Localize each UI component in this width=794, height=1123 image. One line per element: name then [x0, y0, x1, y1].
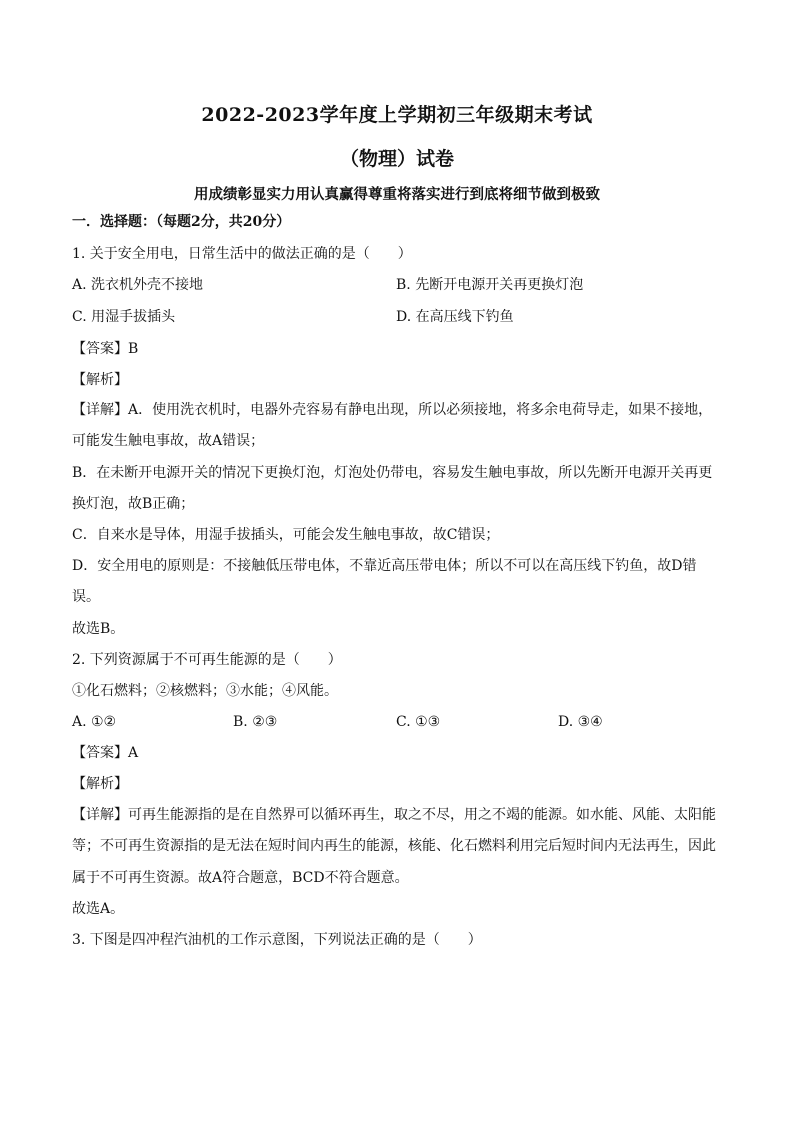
- question-3-stem: 3. 下图是四冲程汽油机的工作示意图，下列说法正确的是（ ）: [72, 932, 482, 948]
- question-2-analysis-label: 【解析】: [72, 776, 128, 792]
- question-1-detail-line: 可能发生触电事故，故A错误；: [72, 433, 265, 449]
- question-1-option-b: B. 先断开电源开关再更换灯泡: [396, 277, 584, 293]
- question-2-option-d: D. ③④: [558, 714, 603, 730]
- question-1-answer: 【答案】B: [72, 341, 139, 357]
- question-1-detail-line: B．在未断开电源开关的情况下更换灯泡，灯泡处仍带电，容易发生触电事故，所以先断开电源开关再更: [72, 465, 713, 481]
- question-1-detail-line: D．安全用电的原则是：不接触低压带电体，不靠近高压带电体；所以不可以在高压线下钓鱼，故D错: [72, 558, 697, 574]
- question-2-items: ①化石燃料；②核燃料；③水能；④风能。: [72, 683, 338, 699]
- question-1-analysis-label: 【解析】: [72, 372, 128, 388]
- question-1-option-c: C. 用湿手拔插头: [72, 309, 176, 325]
- question-2-detail-line: 【详解】可再生能源指的是在自然界可以循环再生，取之不尽，用之不竭的能源。如水能、风能、太阳能: [72, 807, 716, 823]
- question-1-detail-line: 【详解】A．使用洗衣机时，电器外壳容易有静电出现，所以必须接地，将多余电荷导走，如果不接地，: [72, 402, 713, 418]
- question-1-detail-line: C．自来水是导体，用湿手拔插头，可能会发生触电事故，故C错误；: [72, 527, 500, 543]
- question-2-option-a: A. ①②: [72, 714, 117, 730]
- question-1-detail-line: 换灯泡，故B正确；: [72, 496, 195, 512]
- question-1-option-a: A. 洗衣机外壳不接地: [72, 277, 204, 293]
- question-2-option-b: B. ②③: [233, 714, 278, 730]
- question-2-stem: 2. 下列资源属于不可再生能源的是（ ）: [72, 652, 342, 668]
- question-1-detail-line: 误。: [72, 589, 100, 605]
- question-1-option-d: D. 在高压线下钓鱼: [396, 309, 514, 325]
- section-heading: 一．选择题：（每题2分，共20分）: [72, 214, 291, 230]
- motto-line: 用成绩彰显实力用认真赢得尊重将落实进行到底将细节做到极致: [194, 186, 600, 203]
- page-title: 2022-2023学年度上学期初三年级期末考试: [201, 104, 593, 126]
- question-1-detail-line: 故选B。: [72, 621, 125, 637]
- question-2-option-c: C. ①③: [396, 714, 441, 730]
- question-2-detail-line: 属于不可再生资源。故A符合题意，BCD不符合题意。: [72, 870, 409, 886]
- question-2-answer: 【答案】A: [72, 745, 139, 761]
- question-1-stem: 1. 关于安全用电，日常生活中的做法正确的是（ ）: [72, 246, 412, 262]
- page-subtitle: （物理）试卷: [339, 148, 454, 170]
- question-2-detail-line: 故选A。: [72, 901, 125, 917]
- question-2-detail-line: 等；不可再生资源指的是无法在短时间内再生的能源，核能、化石燃料利用完后短时间内无法再生，因此: [72, 838, 716, 854]
